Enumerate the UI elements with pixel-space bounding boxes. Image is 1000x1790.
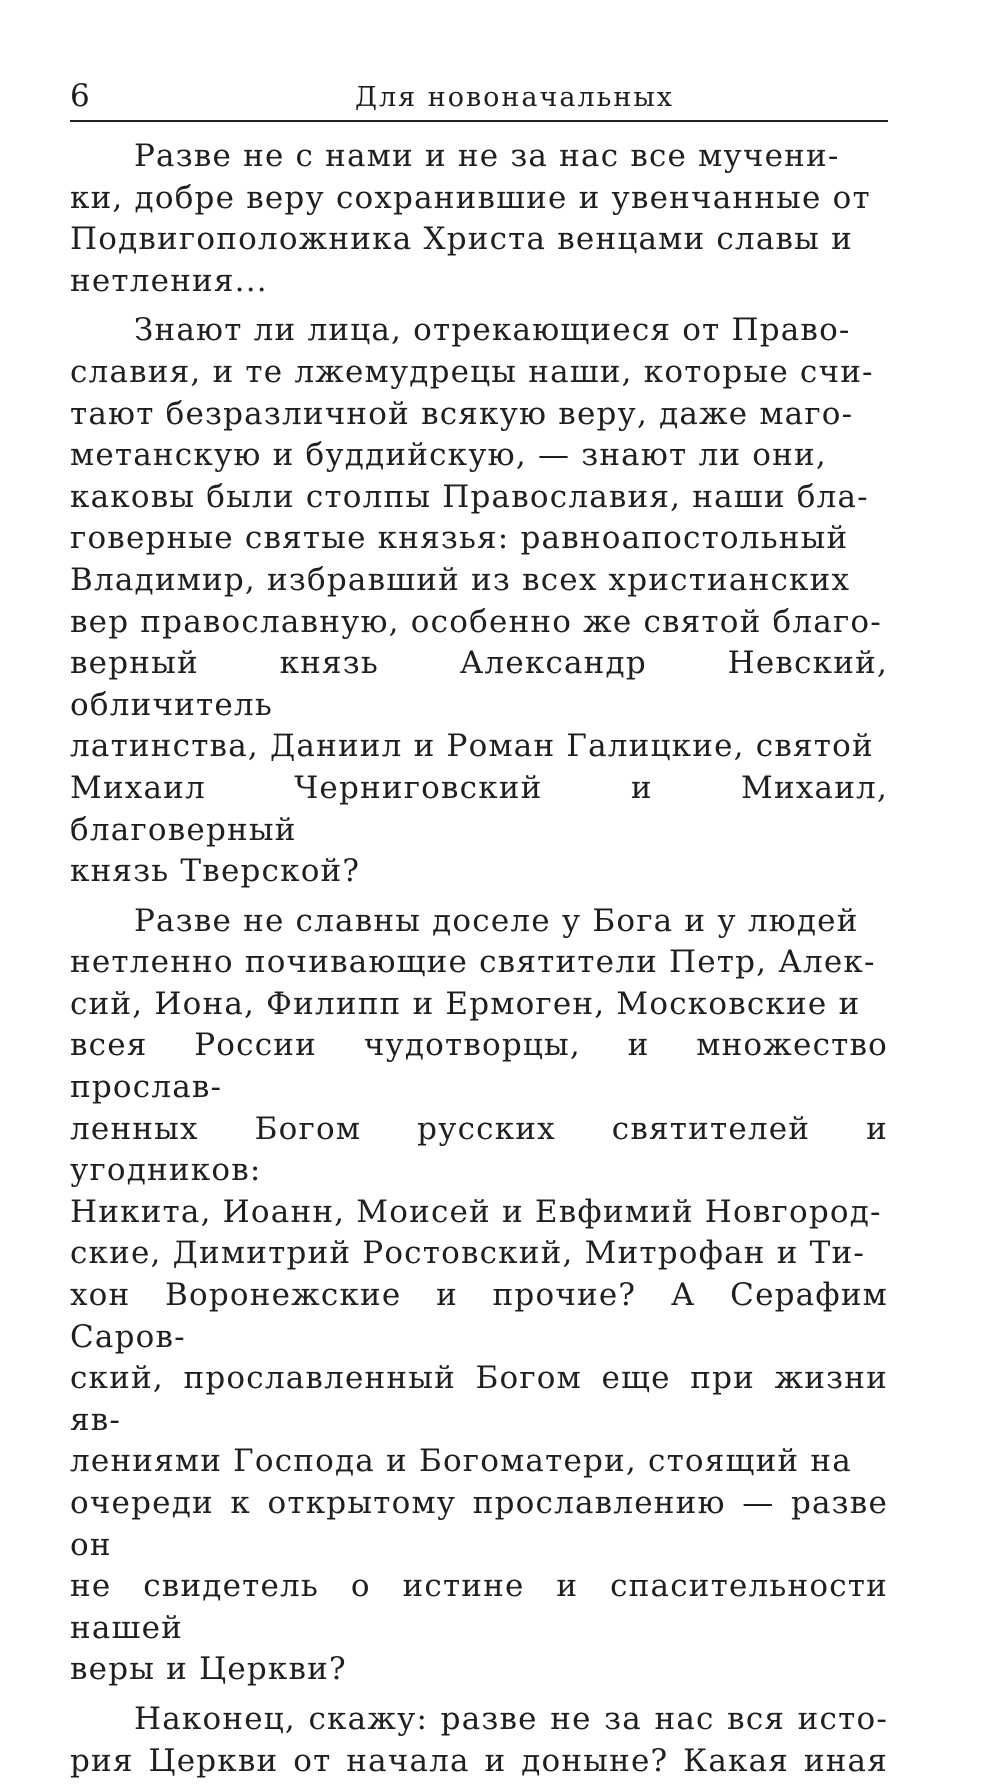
page-header	[70, 76, 888, 124]
paragraph-3: Разве не славны доселе у Бога и у людей нетленно почивающие святители Петр, Алек- сий, Иона, Филипп и Ермоген, Московские и всея России чудотворцы, и множество прослав- ленных Богом русских святителей и угодников: Никита, Иоанн, Моисей и Евфимий Новгород- ские, Димитрий Ростовский, Митрофан и Ти- хон Воронежские и прочие? А Серафим Саров- ский, прославленный Богом еще при жизни яв- лениями Господа и Богоматери, стоящий на очереди к открытому прославлению — разве он не свидетель о истине и спасительности нашей веры и Церкви?	[70, 902, 888, 1688]
header-divider	[70, 120, 888, 122]
paragraph-4: Наконец, скажу: разве не за нас вся исто- рия Церкви от начала и доныне? Какая иная	[70, 1700, 888, 1779]
running-title: Для новоначальных	[355, 82, 675, 113]
body-text	[70, 136, 888, 1790]
page-number: 6	[70, 78, 90, 114]
paragraph-2: Знают ли лица, отрекающиеся от Право- славия, и те лжемудрецы наши, которые счи- тают безразличной всякую веру, даже маго- метанскую и буддийскую, — знают ли они, каковы были столпы Православия, наши бла- говерные святые князья: равноапостольный Владимир, избравший из всех христианских вер православную, особенно же святой благо- верный князь Александр Невский, обличитель латинства, Даниил и Роман Галицкие, святой Михаил Черниговский и Михаил, благоверный князь Тверской?	[70, 312, 888, 890]
paragraph-1: Разве не с нами и не за нас все мучени- ки, добре веру сохранившие и увенчанные от Подвигоположника Христа венцами славы и нетления...	[70, 138, 871, 299]
